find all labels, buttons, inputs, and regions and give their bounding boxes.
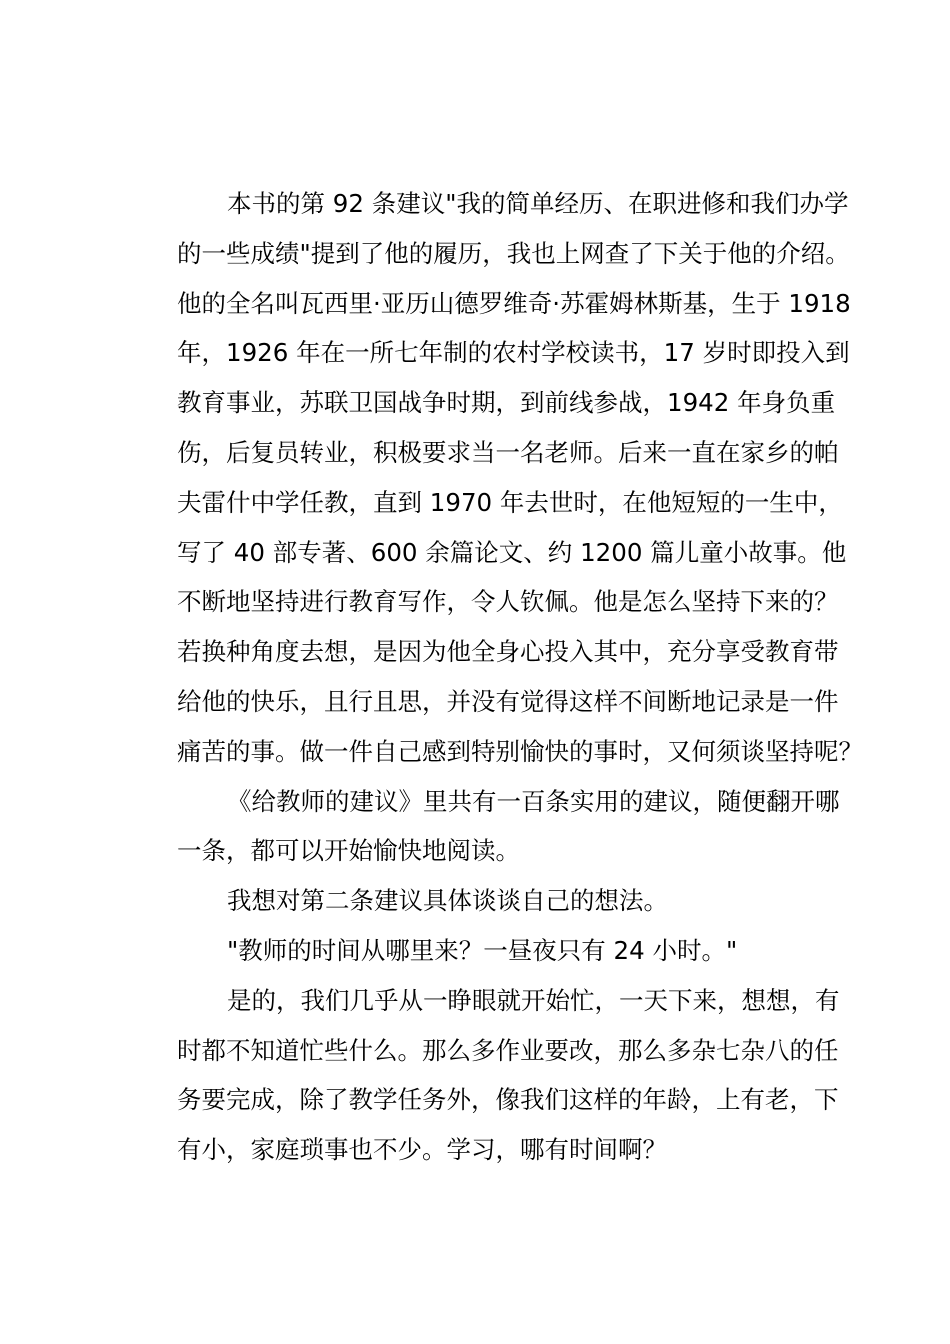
text-line: 写了 40 部专著、600 余篇论文、约 1200 篇儿童小故事。他 <box>177 537 847 567</box>
text-line: 时都不知道忙些什么。那么多作业要改，那么多杂七杂八的任 <box>177 1035 839 1065</box>
text-line: 教育事业，苏联卫国战争时期，到前线参战，1942 年身负重 <box>177 388 836 418</box>
text-line: 的一些成绩"提到了他的履历，我也上网查了下关于他的介绍。 <box>177 238 850 268</box>
paragraph-5 <box>127 976 840 1175</box>
text-line: 我想对第二条建议具体谈谈自己的想法。 <box>227 886 668 916</box>
paragraph-1 <box>127 179 863 777</box>
text-line: 他的全名叫瓦西里·亚历山德罗维奇·苏霍姆林斯基，生于 1918 <box>177 288 851 318</box>
text-line: 务要完成，除了教学任务外，像我们这样的年龄，上有老，下 <box>177 1085 839 1115</box>
text-line: 不断地坚持进行教育写作，令人钦佩。他是怎么坚持下来的？ <box>177 587 839 617</box>
text-line: 痛苦的事。做一件自己感到特别愉快的事时，又何须谈坚持呢？ <box>177 736 863 766</box>
paragraph-2 <box>127 777 840 877</box>
text-line: 本书的第 92 条建议"我的简单经历、在职进修和我们办学 <box>227 189 849 218</box>
text-line: 给他的快乐，且行且思，并没有觉得这样不间断地记录是一件 <box>177 686 839 716</box>
text-line: 一条，都可以开始愉快地阅读。 <box>177 836 520 866</box>
text-line: 《给教师的建议》里共有一百条实用的建议，随便翻开哪 <box>227 786 840 816</box>
text-line: 是的，我们几乎从一睁眼就开始忙，一天下来，想想，有 <box>227 985 840 1015</box>
text-line: 夫雷什中学任教，直到 1970 年去世时，在他短短的一生中， <box>177 487 843 517</box>
text-line: 若换种角度去想，是因为他全身心投入其中，充分享受教育带 <box>177 637 839 667</box>
text-line: "教师的时间从哪里来？一昼夜只有 24 小时。" <box>227 935 738 965</box>
document-body <box>127 179 863 1175</box>
paragraph-3 <box>127 876 835 926</box>
text-line: 有小，家庭琐事也不少。学习，哪有时间啊？ <box>177 1135 667 1165</box>
text-line: 伤，后复员转业，积极要求当一名老师。后来一直在家乡的帕 <box>177 437 839 467</box>
text-line: 年，1926 年在一所七年制的农村学校读书，17 岁时即投入到 <box>177 338 850 368</box>
paragraph-4 <box>127 926 835 976</box>
